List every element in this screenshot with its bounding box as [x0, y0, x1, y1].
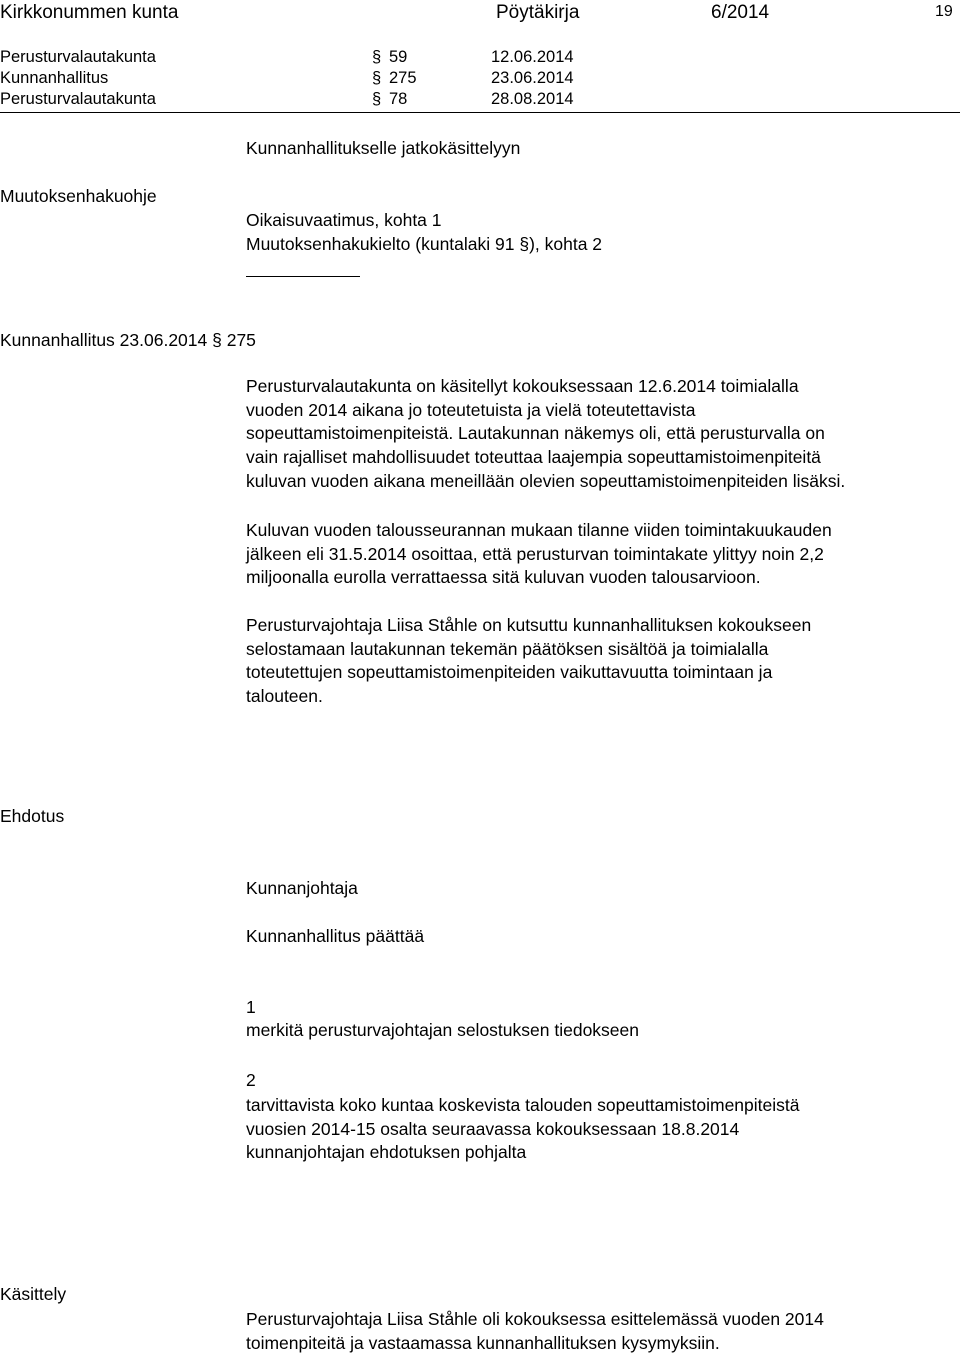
header-divider: [0, 112, 960, 113]
text-line: vain rajalliset mahdollisuudet toteuttaa laajempia sopeuttamistoimenpiteitä: [246, 447, 821, 468]
document-number: 6/2014: [711, 2, 770, 23]
text-line: Perusturvalautakunta on käsitellyt kokouksessaan 12.6.2014 toimialalla: [246, 376, 799, 396]
reference-number: 78: [389, 90, 408, 108]
reference-body: Perusturvalautakunta: [0, 48, 156, 66]
municipality-name: Kirkkonummen kunta: [0, 2, 179, 23]
text-line: kunnanjohtajan ehdotuksen pohjalta: [246, 1142, 527, 1163]
reference-number: 275: [389, 69, 417, 87]
text-line: Perusturvajohtaja Liisa Ståhle on kutsuttu kunnanhallituksen kokoukseen: [246, 615, 812, 635]
reference-body: Perusturvalautakunta: [0, 90, 156, 108]
section-sign: §: [372, 69, 382, 87]
text-line: miljoonalla eurolla verrattaessa sitä kuluvan vuoden talousarvioon.: [246, 567, 761, 588]
text-line: vuosien 2014-15 osalta seuraavassa kokouksessaan 18.8.2014: [246, 1118, 740, 1139]
page-number: 19: [935, 3, 953, 20]
section-sign: §: [372, 90, 382, 108]
appeal-line-1: Oikaisuvaatimus, kohta 1: [246, 210, 442, 230]
item-number: 1: [246, 997, 256, 1017]
paragraph: [246, 519, 946, 590]
appeal-heading: Muutoksenhakuohje: [0, 186, 157, 206]
proposer: Kunnanjohtaja: [246, 878, 358, 898]
short-divider: [246, 276, 360, 277]
text-line: Perusturvajohtaja Liisa Ståhle oli kokouksessa esittelemässä vuoden 2014: [246, 1309, 824, 1329]
text-line: selostamaan lautakunnan tekemän päätöksen sisältöä ja toimialalla: [246, 638, 769, 659]
section-sign: §: [372, 48, 382, 66]
paragraph: [246, 1308, 946, 1355]
text-line: kuluvan vuoden aikana meneillään olevien sopeuttamistoimenpiteiden lisäksi.: [246, 470, 846, 491]
reference-body: Kunnanhallitus: [0, 69, 109, 87]
text-line: toimenpiteitä ja vastaamassa kunnanhallituksen kysymyksiin.: [246, 1332, 720, 1353]
item-text: [246, 1094, 946, 1165]
proposal-heading: Ehdotus: [0, 806, 65, 826]
reference-date: 12.06.2014: [491, 48, 574, 66]
reference-date: 28.08.2014: [491, 90, 574, 108]
subject-line: Kunnanhallitukselle jatkokäsittelyyn: [246, 138, 521, 158]
item-number: 2: [246, 1070, 256, 1090]
item-text: merkitä perusturvajohtajan selostuksen tiedokseen: [246, 1020, 639, 1040]
reference-date: 23.06.2014: [491, 69, 574, 87]
document-type: Pöytäkirja: [496, 2, 580, 23]
decision-intro: Kunnanhallitus päättää: [246, 926, 425, 946]
text-line: talouteen.: [246, 686, 323, 707]
text-line: sopeuttamistoimenpiteistä. Lautakunnan näkemys oli, että perusturvalla on: [246, 423, 825, 444]
text-line: Kuluvan vuoden talousseurannan mukaan tilanne viiden toimintakuukauden: [246, 520, 832, 540]
paragraph: [246, 375, 946, 494]
handling-heading: Käsittely: [0, 1284, 67, 1304]
text-line: vuoden 2014 aikana jo toteutetuista ja vielä toteutettavista: [246, 399, 696, 420]
appeal-line-2: Muutoksenhakukielto (kuntalaki 91 §), kohta 2: [246, 234, 603, 254]
meeting-label: Kunnanhallitus 23.06.2014 § 275: [0, 330, 256, 350]
reference-number: 59: [389, 48, 408, 66]
paragraph: [246, 614, 946, 709]
text-line: jälkeen eli 31.5.2014 osoittaa, että perusturvan toimintakate ylittyy noin 2,2: [246, 543, 824, 564]
text-line: tarvittavista koko kuntaa koskevista talouden sopeuttamistoimenpiteistä: [246, 1095, 800, 1115]
text-line: toteutettujen sopeuttamistoimenpiteiden vaikuttavuutta toimintaan ja: [246, 662, 773, 683]
